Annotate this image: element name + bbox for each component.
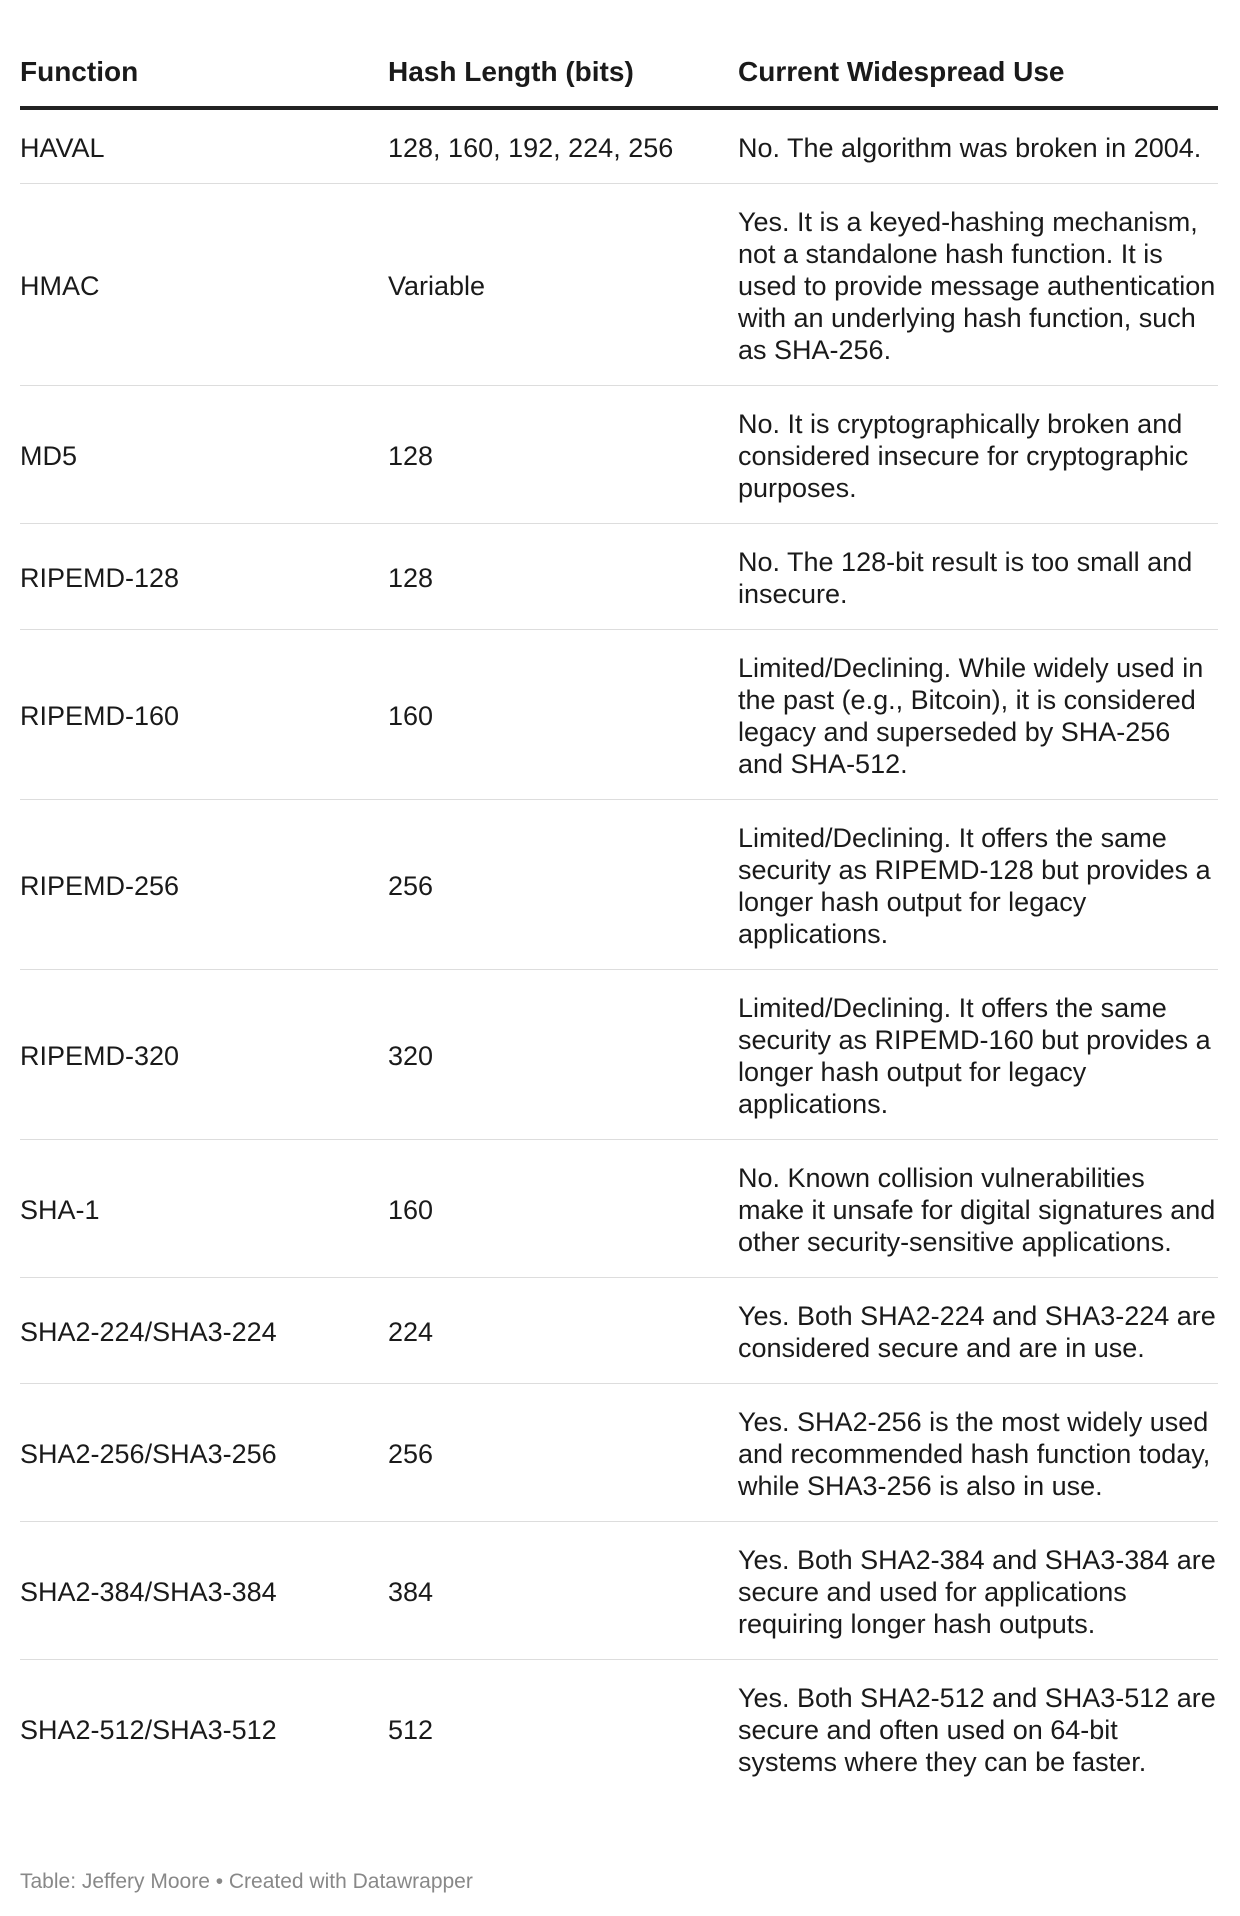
cell-function: SHA2-256/SHA3-256 [20,1384,388,1522]
table-header [20,0,1218,108]
cell-current-use: Yes. SHA2-256 is the most widely used and recommended hash function today, while SHA3-256 is also in use. [738,1384,1218,1522]
cell-hash-length: Variable [388,184,738,386]
cell-current-use: No. Known collision vulnerabilities make it unsafe for digital signatures and other security-sensitive applications. [738,1140,1218,1278]
hash-function-table-container [20,0,1218,1797]
cell-hash-length: 128 [388,386,738,524]
hash-function-table [20,0,1218,1797]
cell-hash-length: 160 [388,630,738,800]
table-row [20,524,1218,630]
table-row [20,184,1218,386]
column-header-current-use: Current Widespread Use [738,0,1218,108]
cell-current-use: Yes. Both SHA2-512 and SHA3-512 are secure and often used on 64-bit systems where they can be faster. [738,1683,1216,1777]
cell-current-use: Yes. Both SHA2-384 and SHA3-384 are secure and used for applications requiring longer hash outputs. [738,1522,1218,1660]
cell-current-use: No. It is cryptographically broken and considered insecure for cryptographic purposes. [738,386,1218,524]
table-row [20,1660,1218,1798]
table-row [20,970,1218,1140]
table-row [20,386,1218,524]
cell-hash-length: 128 [388,524,738,630]
cell-function: SHA-1 [20,1140,388,1278]
table-row [20,1140,1218,1278]
cell-function: SHA2-384/SHA3-384 [20,1522,388,1660]
table-body [20,108,1218,1797]
cell-function: MD5 [20,386,388,524]
cell-hash-length: 256 [388,800,738,970]
table-row [20,1278,1218,1384]
cell-hash-length: 512 [388,1715,434,1745]
cell-current-use: No. The algorithm was broken in 2004. [738,108,1218,184]
column-header-hash-length: Hash Length (bits) [388,0,738,108]
cell-hash-length: 320 [388,970,738,1140]
cell-function: HMAC [20,184,388,386]
cell-current-use: Limited/Declining. It offers the same security as RIPEMD-128 but provides a longer hash output for legacy applications. [738,800,1218,970]
cell-current-use: Limited/Declining. While widely used in the past (e.g., Bitcoin), it is considered legacy and superseded by SHA-256 and SHA-512. [738,630,1218,800]
cell-current-use: Limited/Declining. It offers the same security as RIPEMD-160 but provides a longer hash output for legacy applications. [738,970,1218,1140]
cell-hash-length: 128, 160, 192, 224, 256 [388,108,738,184]
table-row [20,630,1218,800]
cell-function: SHA2-224/SHA3-224 [20,1278,388,1384]
cell-function: RIPEMD-320 [20,970,388,1140]
cell-function: RIPEMD-160 [20,630,388,800]
cell-function: RIPEMD-128 [20,524,388,630]
cell-hash-length: 256 [388,1384,738,1522]
header-row [20,0,1218,108]
table-row [20,800,1218,970]
cell-function: HAVAL [20,108,388,184]
cell-function: RIPEMD-256 [20,800,388,970]
cell-current-use: Yes. Both SHA2-224 and SHA3-224 are considered secure and are in use. [738,1278,1218,1384]
table-row [20,1522,1218,1660]
cell-function: SHA2-512/SHA3-512 [20,1715,277,1745]
table-row [20,108,1218,184]
cell-hash-length: 160 [388,1140,738,1278]
cell-hash-length: 384 [388,1522,738,1660]
cell-current-use: No. The 128-bit result is too small and insecure. [738,524,1218,630]
cell-hash-length: 224 [388,1278,738,1384]
table-row [20,1384,1218,1522]
column-header-function: Function [20,0,388,108]
table-source-footer: Table: Jeffery Moore • Created with Datawrapper [20,1870,473,1893]
cell-current-use: Yes. It is a keyed-hashing mechanism, not a standalone hash function. It is used to provide message authentication with an underlying hash function, such as SHA-256. [738,184,1218,386]
